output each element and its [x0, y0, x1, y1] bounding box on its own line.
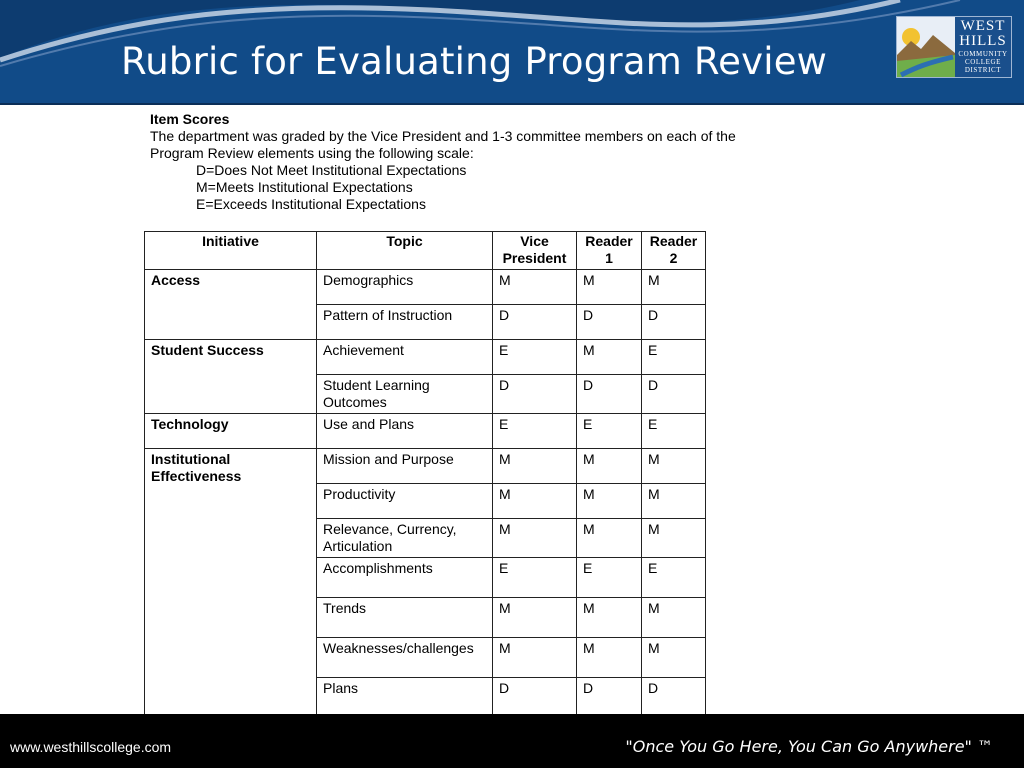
item-scores-description — [150, 111, 810, 213]
vp-score-cell: M — [493, 270, 577, 305]
logo-text-community: COMMUNITY — [958, 50, 1008, 58]
reader1-score-cell: D — [577, 678, 642, 718]
scale-item-d: D=Does Not Meet Institutional Expectations — [196, 162, 467, 178]
topic-cell: Trends — [317, 598, 493, 638]
footer-website-link[interactable]: www.westhillscollege.com — [10, 739, 172, 755]
reader1-score-cell: M — [577, 340, 642, 375]
reader2-score-cell: D — [642, 305, 706, 340]
vp-score-cell: E — [493, 414, 577, 449]
reader2-score-cell: M — [642, 484, 706, 519]
vp-score-cell: M — [493, 519, 577, 558]
scale-item-m: M=Meets Institutional Expectations — [196, 179, 413, 195]
initiative-cell: Access — [145, 270, 317, 340]
vp-score-cell: E — [493, 340, 577, 375]
vp-score-cell: M — [493, 484, 577, 519]
vp-score-cell: M — [493, 449, 577, 484]
reader1-score-cell: M — [577, 638, 642, 678]
reader2-score-cell: E — [642, 414, 706, 449]
table-row — [145, 449, 706, 484]
intro-line-1: The department was graded by the Vice President and 1-3 committee members on each of the — [150, 128, 736, 144]
reader1-score-cell: M — [577, 519, 642, 558]
logo-mountain-icon — [897, 17, 955, 77]
topic-cell: Plans — [317, 678, 493, 718]
initiative-cell: Student Success — [145, 340, 317, 414]
vp-score-cell: M — [493, 638, 577, 678]
initiative-cell: Technology — [145, 414, 317, 449]
reader2-score-cell: M — [642, 598, 706, 638]
header-reader-1 — [577, 232, 642, 270]
west-hills-logo — [896, 16, 1012, 78]
slide-title: Rubric for Evaluating Program Review — [121, 40, 828, 83]
topic-cell: Accomplishments — [317, 558, 493, 598]
reader1-score-cell: E — [577, 414, 642, 449]
topic-cell: Mission and Purpose — [317, 449, 493, 484]
footer-slogan: "Once You Go Here, You Can Go Anywhere" ™ — [625, 737, 993, 756]
reader2-score-cell: M — [642, 519, 706, 558]
table-header-row — [145, 232, 706, 270]
reader2-score-cell: D — [642, 375, 706, 414]
reader2-score-cell: D — [642, 678, 706, 718]
item-scores-table — [144, 231, 706, 718]
reader1-score-cell: M — [577, 270, 642, 305]
header-r1-line2: 1 — [605, 250, 613, 266]
reader1-score-cell: E — [577, 558, 642, 598]
header-initiative: Initiative — [145, 232, 317, 270]
header-vice-president — [493, 232, 577, 270]
vp-score-cell: M — [493, 598, 577, 638]
header-r2-line2: 2 — [669, 250, 678, 266]
topic-cell: Productivity — [317, 484, 493, 519]
intro-line-2: Program Review elements using the following scale: — [150, 145, 474, 161]
reader1-score-cell: D — [577, 305, 642, 340]
logo-text-hills: HILLS — [959, 33, 1007, 49]
initiative-cell: Institutional Effectiveness — [145, 449, 317, 718]
vp-score-cell: D — [493, 305, 577, 340]
table-row — [145, 414, 706, 449]
reader2-score-cell: M — [642, 270, 706, 305]
vp-score-cell: D — [493, 375, 577, 414]
reader1-score-cell: M — [577, 598, 642, 638]
header-vp-line2: President — [502, 250, 567, 266]
reader2-score-cell: M — [642, 449, 706, 484]
header-vp-line1: Vice — [520, 233, 549, 249]
topic-cell: Weaknesses/challenges — [317, 638, 493, 678]
table-row — [145, 340, 706, 375]
scale-item-e: E=Exceeds Institutional Expectations — [196, 196, 426, 212]
slide-footer — [0, 714, 1024, 768]
reader2-score-cell: M — [642, 638, 706, 678]
item-scores-heading: Item Scores — [150, 111, 230, 127]
topic-cell: Student Learning Outcomes — [317, 375, 493, 414]
topic-cell: Use and Plans — [317, 414, 493, 449]
header-r1-line1: Reader — [585, 233, 633, 249]
reader2-score-cell: E — [642, 558, 706, 598]
reader2-score-cell: E — [642, 340, 706, 375]
header-reader-2 — [642, 232, 706, 270]
reader1-score-cell: D — [577, 375, 642, 414]
reader1-score-cell: M — [577, 484, 642, 519]
header-r2-line1: Reader — [649, 233, 698, 249]
topic-cell: Pattern of Instruction — [317, 305, 493, 340]
header-topic: Topic — [317, 232, 493, 270]
reader1-score-cell: M — [577, 449, 642, 484]
logo-text-college: COLLEGE — [964, 58, 1002, 66]
topic-cell: Relevance, Currency, Articulation — [317, 519, 493, 558]
vp-score-cell: D — [493, 678, 577, 718]
logo-text-west: WEST — [960, 18, 1006, 34]
vp-score-cell: E — [493, 558, 577, 598]
topic-cell: Demographics — [317, 270, 493, 305]
slide-header — [0, 0, 1024, 105]
table-row — [145, 270, 706, 305]
logo-text-district: DISTRICT — [964, 66, 1002, 74]
topic-cell: Achievement — [317, 340, 493, 375]
